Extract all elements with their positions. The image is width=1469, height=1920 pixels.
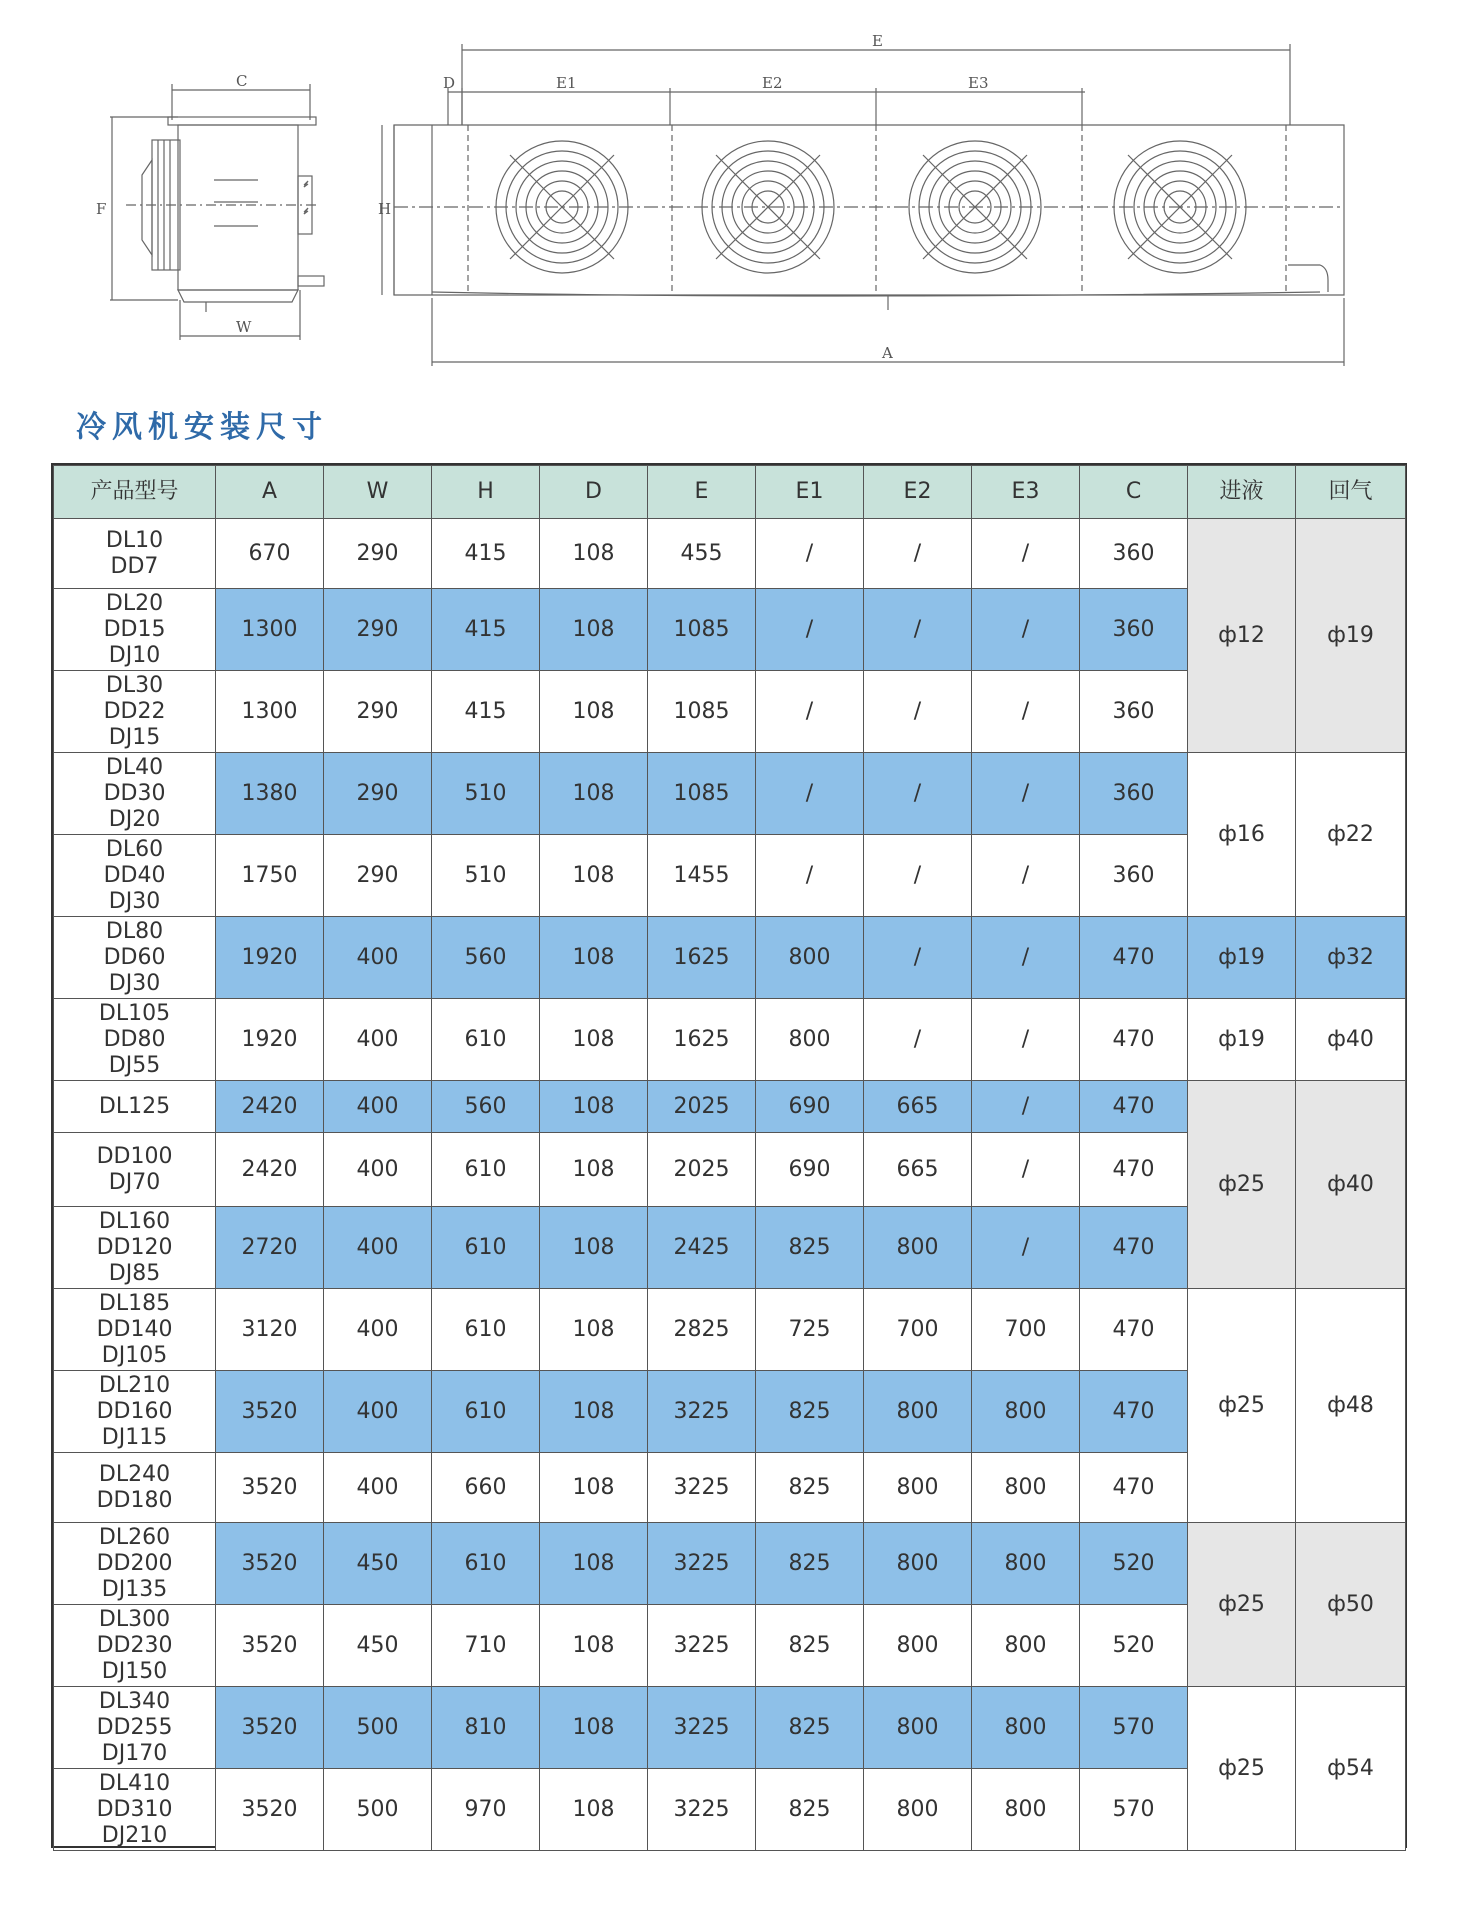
model-name: DL240 [98, 1461, 171, 1487]
side-view [110, 84, 324, 340]
cell-h: 415 [432, 589, 540, 671]
cell-e3: 800 [972, 1605, 1080, 1687]
model-name: DD15 [103, 616, 166, 642]
model-name: DJ10 [108, 642, 161, 668]
inlet-pipe-cell: ф25 [1188, 1081, 1296, 1289]
model-name: DJ30 [108, 970, 161, 996]
model-name: DD60 [103, 944, 166, 970]
header-inlet: 进液 [1188, 466, 1296, 519]
cell-a: 2420 [216, 1133, 324, 1207]
side-label-f: F [96, 200, 107, 218]
cell-w: 290 [324, 671, 432, 753]
cell-w: 400 [324, 1453, 432, 1523]
cell-c: 470 [1080, 1453, 1188, 1523]
cell-w: 400 [324, 1371, 432, 1453]
model-name: DD160 [96, 1398, 173, 1424]
cell-h: 610 [432, 1371, 540, 1453]
inlet-pipe-cell: ф12 [1188, 519, 1296, 753]
cell-d: 108 [540, 671, 648, 753]
cell-d: 108 [540, 1605, 648, 1687]
cell-e: 1625 [648, 999, 756, 1081]
model-cell [54, 999, 216, 1081]
cell-c: 570 [1080, 1769, 1188, 1851]
model-name: DL40 [105, 754, 164, 780]
header-w: W [324, 466, 432, 519]
cell-w: 450 [324, 1523, 432, 1605]
cell-a: 2720 [216, 1207, 324, 1289]
model-cell [54, 1371, 216, 1453]
cell-d: 108 [540, 1371, 648, 1453]
cell-e3: / [972, 519, 1080, 589]
cell-c: 520 [1080, 1523, 1188, 1605]
table-row [54, 999, 1406, 1081]
model-name: DD140 [96, 1316, 173, 1342]
cell-a: 1750 [216, 835, 324, 917]
model-name: DD120 [96, 1234, 173, 1260]
inlet-pipe-cell: ф25 [1188, 1523, 1296, 1687]
model-name: DD100 [96, 1143, 173, 1169]
model-name: DD22 [103, 698, 166, 724]
return-pipe-cell: ф32 [1296, 917, 1406, 999]
front-label-e3: E3 [968, 74, 989, 92]
cell-a: 3520 [216, 1523, 324, 1605]
cell-d: 108 [540, 1453, 648, 1523]
cell-c: 520 [1080, 1605, 1188, 1687]
model-name: DL105 [98, 1000, 171, 1026]
cell-e: 1455 [648, 835, 756, 917]
model-cell [54, 753, 216, 835]
cell-w: 400 [324, 999, 432, 1081]
cell-e: 3225 [648, 1769, 756, 1851]
model-cell [54, 917, 216, 999]
model-name: DL125 [98, 1093, 171, 1119]
side-label-w: W [236, 318, 252, 336]
cell-h: 610 [432, 1133, 540, 1207]
cell-e: 3225 [648, 1371, 756, 1453]
inlet-pipe-cell: ф25 [1188, 1289, 1296, 1523]
cell-e1: 825 [756, 1207, 864, 1289]
return-pipe-cell: ф40 [1296, 1081, 1406, 1289]
cell-h: 970 [432, 1769, 540, 1851]
cell-e3: / [972, 753, 1080, 835]
return-pipe-cell: ф40 [1296, 999, 1406, 1081]
cell-e1: 825 [756, 1371, 864, 1453]
cell-e1: / [756, 589, 864, 671]
return-pipe-cell: ф22 [1296, 753, 1406, 917]
cell-h: 510 [432, 753, 540, 835]
cell-h: 560 [432, 1081, 540, 1133]
cell-e: 2825 [648, 1289, 756, 1371]
model-name: DJ85 [108, 1260, 161, 1286]
model-name: DD40 [103, 862, 166, 888]
inlet-pipe-cell: ф16 [1188, 753, 1296, 917]
cell-e2: / [864, 999, 972, 1081]
model-name: DL210 [98, 1372, 171, 1398]
return-pipe-cell: ф48 [1296, 1289, 1406, 1523]
cell-a: 670 [216, 519, 324, 589]
cell-w: 290 [324, 519, 432, 589]
front-label-d: D [443, 74, 456, 92]
cell-d: 108 [540, 1289, 648, 1371]
inlet-pipe-cell: ф19 [1188, 999, 1296, 1081]
model-cell [54, 589, 216, 671]
cell-e3: / [972, 1081, 1080, 1133]
cell-c: 470 [1080, 999, 1188, 1081]
cell-e3: 800 [972, 1371, 1080, 1453]
model-name: DD310 [96, 1796, 173, 1822]
cell-w: 290 [324, 753, 432, 835]
cell-c: 360 [1080, 753, 1188, 835]
cell-e3: / [972, 671, 1080, 753]
cell-d: 108 [540, 999, 648, 1081]
model-name: DD30 [103, 780, 166, 806]
cell-c: 470 [1080, 1133, 1188, 1207]
cell-e2: / [864, 519, 972, 589]
cell-w: 400 [324, 1207, 432, 1289]
cell-d: 108 [540, 917, 648, 999]
cell-h: 610 [432, 1207, 540, 1289]
cell-e1: / [756, 835, 864, 917]
model-name: DJ30 [108, 888, 161, 914]
cell-c: 470 [1080, 917, 1188, 999]
cell-w: 500 [324, 1769, 432, 1851]
cell-e: 3225 [648, 1453, 756, 1523]
fan-3 [909, 141, 1041, 273]
cell-e3: 700 [972, 1289, 1080, 1371]
model-cell [54, 1133, 216, 1207]
cell-e3: 800 [972, 1523, 1080, 1605]
cell-e3: / [972, 835, 1080, 917]
cell-w: 450 [324, 1605, 432, 1687]
cell-e1: 690 [756, 1081, 864, 1133]
side-label-c: C [236, 72, 248, 90]
table-row [54, 1523, 1406, 1605]
cell-c: 360 [1080, 671, 1188, 753]
front-label-e1: E1 [556, 74, 577, 92]
table-header-row [54, 466, 1406, 519]
table-row [54, 1289, 1406, 1371]
model-name: DJ20 [108, 806, 161, 832]
cell-a: 3520 [216, 1453, 324, 1523]
cell-e1: / [756, 753, 864, 835]
cell-a: 1380 [216, 753, 324, 835]
cell-h: 510 [432, 835, 540, 917]
cell-w: 290 [324, 835, 432, 917]
model-name: DJ55 [108, 1052, 161, 1078]
cell-a: 1300 [216, 589, 324, 671]
model-name: DJ105 [101, 1342, 168, 1368]
cell-w: 400 [324, 1289, 432, 1371]
fan-1 [496, 141, 628, 273]
cell-d: 108 [540, 1081, 648, 1133]
model-name: DJ170 [101, 1740, 168, 1766]
cell-h: 415 [432, 519, 540, 589]
dimensions-table [51, 463, 1407, 1848]
cell-c: 570 [1080, 1687, 1188, 1769]
cell-e2: 665 [864, 1133, 972, 1207]
cell-c: 470 [1080, 1207, 1188, 1289]
cell-a: 1920 [216, 917, 324, 999]
cell-c: 360 [1080, 835, 1188, 917]
cell-e2: 800 [864, 1523, 972, 1605]
header-e2: E2 [864, 466, 972, 519]
cell-d: 108 [540, 589, 648, 671]
cell-e2: 800 [864, 1453, 972, 1523]
header-h: H [432, 466, 540, 519]
cell-d: 108 [540, 1133, 648, 1207]
header-e: E [648, 466, 756, 519]
cell-e1: 825 [756, 1523, 864, 1605]
model-cell [54, 1605, 216, 1687]
model-name: DJ150 [101, 1658, 168, 1684]
model-name: DL410 [98, 1770, 171, 1796]
return-pipe-cell: ф19 [1296, 519, 1406, 753]
model-name: DJ135 [101, 1576, 168, 1602]
cell-e3: 800 [972, 1687, 1080, 1769]
cell-h: 610 [432, 1289, 540, 1371]
model-cell [54, 1081, 216, 1133]
cell-d: 108 [540, 1769, 648, 1851]
model-name: DL80 [105, 918, 164, 944]
model-name: DD200 [96, 1550, 173, 1576]
cell-e3: 800 [972, 1453, 1080, 1523]
model-cell [54, 671, 216, 753]
cell-e1: / [756, 519, 864, 589]
cell-e3: / [972, 917, 1080, 999]
cell-e2: / [864, 671, 972, 753]
cell-w: 400 [324, 1081, 432, 1133]
cell-e1: 800 [756, 999, 864, 1081]
cell-h: 415 [432, 671, 540, 753]
return-pipe-cell: ф50 [1296, 1523, 1406, 1687]
model-name: DD255 [96, 1714, 173, 1740]
cell-e1: 825 [756, 1453, 864, 1523]
model-name: DL300 [98, 1606, 171, 1632]
cell-h: 710 [432, 1605, 540, 1687]
cell-e: 455 [648, 519, 756, 589]
cell-e2: / [864, 589, 972, 671]
cell-e: 1085 [648, 671, 756, 753]
cell-e2: / [864, 835, 972, 917]
cell-e: 3225 [648, 1687, 756, 1769]
cell-e2: 800 [864, 1371, 972, 1453]
model-name: DL10 [105, 527, 164, 553]
cell-e3: 800 [972, 1769, 1080, 1851]
model-name: DL260 [98, 1524, 171, 1550]
cell-a: 3120 [216, 1289, 324, 1371]
inlet-pipe-cell: ф19 [1188, 917, 1296, 999]
header-c: C [1080, 466, 1188, 519]
cell-e2: 800 [864, 1605, 972, 1687]
cell-c: 470 [1080, 1289, 1188, 1371]
cell-e: 2025 [648, 1133, 756, 1207]
cell-e1: 825 [756, 1605, 864, 1687]
header-e3: E3 [972, 466, 1080, 519]
cell-e2: 800 [864, 1687, 972, 1769]
cell-c: 470 [1080, 1081, 1188, 1133]
cell-h: 810 [432, 1687, 540, 1769]
model-name: DJ15 [108, 724, 161, 750]
cell-e1: 800 [756, 917, 864, 999]
cell-h: 660 [432, 1453, 540, 1523]
cell-a: 1920 [216, 999, 324, 1081]
cell-e1: 725 [756, 1289, 864, 1371]
model-name: DL30 [105, 672, 164, 698]
cell-w: 400 [324, 917, 432, 999]
table-row [54, 1081, 1406, 1133]
cell-e2: 800 [864, 1207, 972, 1289]
cell-d: 108 [540, 519, 648, 589]
model-name: DD230 [96, 1632, 173, 1658]
front-label-h: H [378, 200, 392, 218]
cell-w: 290 [324, 589, 432, 671]
cell-e: 1085 [648, 753, 756, 835]
front-label-e: E [872, 32, 883, 50]
cell-a: 1300 [216, 671, 324, 753]
fan-4 [1114, 141, 1246, 273]
cell-d: 108 [540, 1523, 648, 1605]
cell-e2: 665 [864, 1081, 972, 1133]
cell-c: 360 [1080, 519, 1188, 589]
model-cell [54, 1769, 216, 1851]
model-cell [54, 835, 216, 917]
front-view [382, 44, 1344, 366]
cell-e: 1085 [648, 589, 756, 671]
cell-e3: / [972, 1207, 1080, 1289]
model-cell [54, 1453, 216, 1523]
header-model: 产品型号 [54, 466, 216, 519]
cell-e: 2025 [648, 1081, 756, 1133]
cell-h: 610 [432, 1523, 540, 1605]
model-name: DD7 [110, 553, 159, 579]
cell-e: 3225 [648, 1523, 756, 1605]
header-d: D [540, 466, 648, 519]
cell-w: 500 [324, 1687, 432, 1769]
model-cell [54, 1523, 216, 1605]
table-row [54, 1687, 1406, 1769]
table-row [54, 753, 1406, 835]
model-name: DL60 [105, 836, 164, 862]
cell-h: 610 [432, 999, 540, 1081]
table-row [54, 519, 1406, 589]
cell-e2: 800 [864, 1769, 972, 1851]
cell-e1: / [756, 671, 864, 753]
cell-h: 560 [432, 917, 540, 999]
model-name: DJ115 [101, 1424, 168, 1450]
cell-e3: / [972, 1133, 1080, 1207]
model-name: DL160 [98, 1208, 171, 1234]
cell-w: 400 [324, 1133, 432, 1207]
model-name: DJ70 [108, 1169, 161, 1195]
cell-d: 108 [540, 835, 648, 917]
cell-e: 3225 [648, 1605, 756, 1687]
header-e1: E1 [756, 466, 864, 519]
cell-c: 360 [1080, 589, 1188, 671]
model-name: DJ210 [101, 1822, 168, 1848]
model-cell [54, 1687, 216, 1769]
cell-a: 3520 [216, 1769, 324, 1851]
cell-c: 470 [1080, 1371, 1188, 1453]
cell-e: 1625 [648, 917, 756, 999]
model-cell [54, 1207, 216, 1289]
cell-a: 3520 [216, 1605, 324, 1687]
technical-drawing [0, 0, 1469, 380]
model-cell [54, 519, 216, 589]
cell-e1: 690 [756, 1133, 864, 1207]
cell-e2: / [864, 917, 972, 999]
front-label-e2: E2 [762, 74, 783, 92]
cell-d: 108 [540, 1207, 648, 1289]
front-label-a: A [882, 344, 893, 362]
model-cell [54, 1289, 216, 1371]
table-row [54, 917, 1406, 999]
cell-e2: 700 [864, 1289, 972, 1371]
cell-a: 3520 [216, 1687, 324, 1769]
cell-e1: 825 [756, 1769, 864, 1851]
model-name: DL340 [98, 1688, 171, 1714]
cell-e1: 825 [756, 1687, 864, 1769]
header-return: 回气 [1296, 466, 1406, 519]
model-name: DL185 [98, 1290, 171, 1316]
section-title: 冷风机安装尺寸 [76, 410, 328, 445]
model-name: DL20 [105, 590, 164, 616]
cell-d: 108 [540, 753, 648, 835]
cell-a: 2420 [216, 1081, 324, 1133]
fan-2 [702, 141, 834, 273]
cell-d: 108 [540, 1687, 648, 1769]
return-pipe-cell: ф54 [1296, 1687, 1406, 1851]
inlet-pipe-cell: ф25 [1188, 1687, 1296, 1851]
model-name: DD180 [96, 1487, 173, 1513]
cell-e2: / [864, 753, 972, 835]
header-a: A [216, 466, 324, 519]
cell-e: 2425 [648, 1207, 756, 1289]
cell-e3: / [972, 589, 1080, 671]
model-name: DD80 [103, 1026, 166, 1052]
cell-e3: / [972, 999, 1080, 1081]
cell-a: 3520 [216, 1371, 324, 1453]
